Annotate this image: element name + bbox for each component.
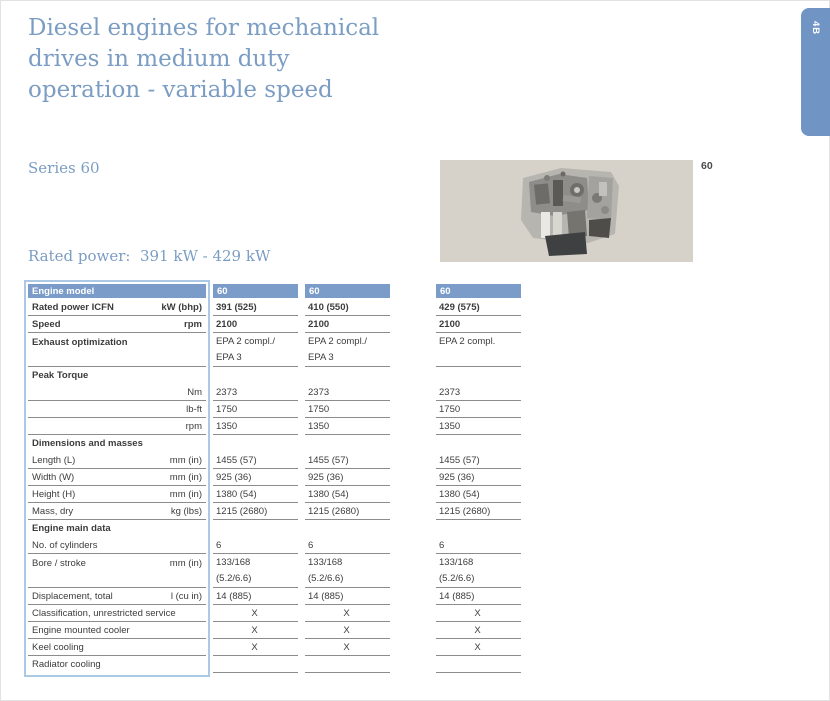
row-label: Length (L) <box>32 454 76 466</box>
value-text: 1455 (57) <box>439 455 480 466</box>
value-text: 1455 (57) <box>216 455 257 466</box>
value-cell <box>305 622 390 639</box>
section-tab <box>801 8 830 136</box>
value-text: 1215 (2680) <box>216 506 268 517</box>
row-label: Bore / stroke <box>32 558 86 569</box>
value-cell <box>213 605 298 622</box>
value-text: X <box>343 608 350 619</box>
spec-label-row <box>28 333 206 367</box>
value-text: X <box>343 625 350 636</box>
engine-photo-box <box>440 160 693 262</box>
value-text: X <box>251 625 258 636</box>
value-text: 1455 (57) <box>308 455 349 466</box>
value-text: 14 (885) <box>216 591 252 602</box>
value-cell <box>436 503 521 520</box>
value-cell <box>213 588 298 605</box>
row-label: Width (W) <box>32 471 75 483</box>
spec-label-row <box>28 656 206 673</box>
value-text: X <box>474 625 481 636</box>
row-label: Peak Torque <box>32 369 89 381</box>
row-label: Displacement, total <box>32 590 113 602</box>
section-tab-label: 4B <box>810 21 821 36</box>
value-cell <box>305 469 390 486</box>
value-cell <box>213 316 298 333</box>
value-line: EPA 3 <box>216 352 242 363</box>
value-cell <box>213 384 298 401</box>
spec-label-row <box>28 316 206 333</box>
engine-photo <box>489 162 645 260</box>
value-line: 133/168 <box>439 557 474 568</box>
value-cell <box>436 622 521 639</box>
value-line: (5.2/6.6) <box>216 573 252 584</box>
value-text: 2373 <box>216 387 238 398</box>
value-cell <box>305 333 390 367</box>
value-text: X <box>474 642 481 653</box>
spec-label-row <box>28 384 206 401</box>
spec-label-row <box>28 486 206 503</box>
value-cell <box>305 520 390 537</box>
value-cell <box>436 435 521 452</box>
page-title-line: operation - variable speed <box>28 77 333 103</box>
value-text: 14 (885) <box>308 591 344 602</box>
value-cell <box>436 469 521 486</box>
table-header-engine-model: Engine model <box>28 284 206 298</box>
row-unit: rpm <box>185 420 202 432</box>
value-text: 1380 (54) <box>308 489 349 500</box>
value-cell <box>305 452 390 469</box>
column-header-model-2: 60 <box>305 284 390 298</box>
value-cell <box>213 469 298 486</box>
value-cell <box>305 316 390 333</box>
row-label: Classification, unrestricted service <box>32 607 176 619</box>
value-line: EPA 3 <box>308 352 334 363</box>
value-line: EPA 2 compl./ <box>216 336 275 347</box>
spec-label-row <box>28 452 206 469</box>
value-cell <box>305 656 390 673</box>
value-text: X <box>343 642 350 653</box>
value-cell <box>305 605 390 622</box>
value-cell <box>436 605 521 622</box>
value-cell <box>436 452 521 469</box>
rated-power-label: Rated power: 391 kW - 429 kW <box>28 247 271 265</box>
spec-label-row <box>28 588 206 605</box>
row-unit: mm (in) <box>169 558 202 569</box>
value-text: 2100 <box>439 319 461 330</box>
value-cell <box>305 401 390 418</box>
row-label: Engine main data <box>32 522 111 534</box>
value-cell <box>305 639 390 656</box>
spec-label-row <box>28 554 206 588</box>
value-cell <box>213 435 298 452</box>
row-unit: mm (in) <box>169 471 202 483</box>
row-unit: mm (in) <box>169 488 202 500</box>
value-cell <box>436 401 521 418</box>
row-unit: l (cu in) <box>170 590 202 602</box>
value-column-1 <box>213 284 298 673</box>
section-label-row <box>28 520 206 537</box>
value-cell <box>305 554 390 588</box>
spec-label-row <box>28 418 206 435</box>
value-line: EPA 2 compl. <box>439 336 496 347</box>
value-cell <box>213 418 298 435</box>
value-line: 133/168 <box>216 557 251 568</box>
value-cell <box>213 656 298 673</box>
value-cell <box>436 418 521 435</box>
value-column-3 <box>436 284 521 673</box>
value-text: 391 (525) <box>216 302 257 313</box>
page-title-line: Diesel engines for mechanical <box>28 15 380 41</box>
row-label: Keel cooling <box>32 641 84 653</box>
value-text: 1380 (54) <box>216 489 257 500</box>
value-text: 1215 (2680) <box>439 506 491 517</box>
value-cell <box>305 486 390 503</box>
value-line: (5.2/6.6) <box>439 573 475 584</box>
value-text: 6 <box>439 540 445 551</box>
value-cell <box>213 537 298 554</box>
value-line: 133/168 <box>308 557 343 568</box>
value-text: 2100 <box>308 319 330 330</box>
spec-label-row <box>28 605 206 622</box>
value-cell <box>436 367 521 384</box>
value-cell <box>436 537 521 554</box>
value-cell <box>436 520 521 537</box>
value-cell <box>436 333 521 367</box>
row-label: Exhaust optimization <box>32 337 128 348</box>
page-title <box>28 13 379 106</box>
spec-label-row <box>28 469 206 486</box>
value-text: X <box>251 608 258 619</box>
row-label: Rated power ICFN <box>32 301 114 313</box>
spec-label-row <box>28 622 206 639</box>
row-label: No. of cylinders <box>32 539 98 551</box>
value-text: 925 (36) <box>308 472 344 483</box>
row-unit: Nm <box>187 386 202 398</box>
value-cell <box>436 384 521 401</box>
value-text: X <box>251 642 258 653</box>
value-cell <box>213 401 298 418</box>
value-cell <box>305 367 390 384</box>
row-label: Height (H) <box>32 488 76 500</box>
spec-label-row <box>28 639 206 656</box>
section-label-row <box>28 367 206 384</box>
row-label: Speed <box>32 318 61 330</box>
value-text: 925 (36) <box>439 472 475 483</box>
column-header-model-1: 60 <box>213 284 298 298</box>
value-cell <box>436 656 521 673</box>
row-unit: kg (lbs) <box>170 505 202 517</box>
value-text: 1750 <box>216 404 238 415</box>
value-text: 1750 <box>308 404 330 415</box>
value-text: X <box>474 608 481 619</box>
value-cell <box>305 537 390 554</box>
value-cell <box>213 486 298 503</box>
value-cell <box>213 503 298 520</box>
value-text: 6 <box>308 540 314 551</box>
engine-image-caption: 60 <box>701 160 713 172</box>
value-cell <box>213 520 298 537</box>
value-cell <box>213 367 298 384</box>
value-cell <box>305 384 390 401</box>
value-text: 6 <box>216 540 222 551</box>
section-label-row <box>28 435 206 452</box>
value-text: 2373 <box>439 387 461 398</box>
value-cell <box>213 333 298 367</box>
value-cell <box>305 503 390 520</box>
value-text: 1350 <box>216 421 238 432</box>
value-cell <box>305 588 390 605</box>
value-text: 14 (885) <box>439 591 475 602</box>
value-cell <box>436 588 521 605</box>
spec-label-row <box>28 537 206 554</box>
value-text: 1380 (54) <box>439 489 480 500</box>
value-line: EPA 2 compl./ <box>308 336 367 347</box>
value-text: 1350 <box>439 421 461 432</box>
row-unit: mm (in) <box>169 454 202 466</box>
row-label: Mass, dry <box>32 505 74 517</box>
value-column-2 <box>305 284 390 673</box>
value-cell <box>436 316 521 333</box>
value-text: 1215 (2680) <box>308 506 360 517</box>
spec-label-row <box>28 401 206 418</box>
value-text: 1750 <box>439 404 461 415</box>
row-label: Engine mounted cooler <box>32 624 130 636</box>
value-cell <box>305 299 390 316</box>
value-cell <box>213 452 298 469</box>
value-text: 2373 <box>308 387 330 398</box>
spec-label-row <box>28 299 206 316</box>
value-cell <box>436 554 521 588</box>
page-title-line: drives in medium duty <box>28 46 290 72</box>
value-text: 1350 <box>308 421 330 432</box>
row-label: Radiator cooling <box>32 658 101 670</box>
value-text: 429 (575) <box>439 302 480 313</box>
value-cell <box>305 418 390 435</box>
row-label: Dimensions and masses <box>32 437 143 449</box>
row-unit: rpm <box>184 318 202 330</box>
column-header-model-3: 60 <box>436 284 521 298</box>
value-text: 410 (550) <box>308 302 349 313</box>
value-line <box>436 349 521 365</box>
value-text: 925 (36) <box>216 472 252 483</box>
spec-table <box>24 280 521 677</box>
value-cell <box>436 639 521 656</box>
value-cell <box>213 299 298 316</box>
value-cell <box>436 486 521 503</box>
label-column <box>24 280 210 677</box>
spec-label-row <box>28 503 206 520</box>
value-cell <box>436 299 521 316</box>
value-cell <box>213 622 298 639</box>
value-cell <box>213 554 298 588</box>
row-unit: kW (bhp) <box>161 301 202 313</box>
row-unit: lb-ft <box>186 403 202 415</box>
series-label: Series 60 <box>28 159 100 177</box>
value-text: 2100 <box>216 319 238 330</box>
value-cell <box>305 435 390 452</box>
value-cell <box>213 639 298 656</box>
value-line: (5.2/6.6) <box>308 573 344 584</box>
